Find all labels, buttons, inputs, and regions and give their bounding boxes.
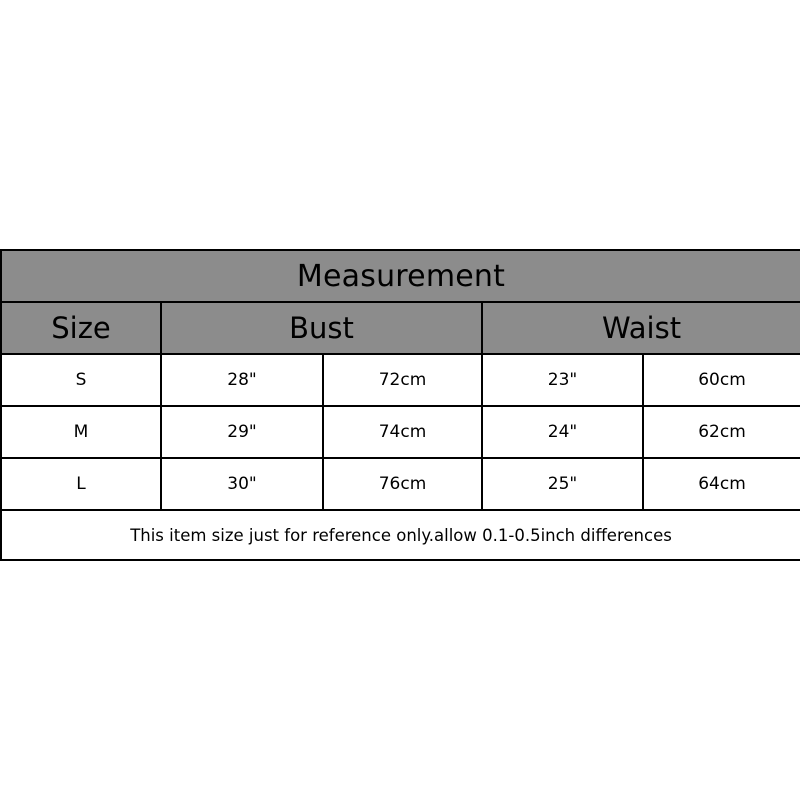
table-row (1, 458, 800, 510)
cell-waist-inches: 25" (482, 458, 643, 510)
cell-bust-cm: 74cm (323, 406, 482, 458)
measurement-table-container (0, 249, 800, 561)
cell-bust-inches: 30" (161, 458, 323, 510)
cell-waist-inches: 24" (482, 406, 643, 458)
column-header-waist: Waist (482, 302, 800, 354)
measurement-table (0, 249, 800, 561)
table-row (1, 406, 800, 458)
cell-bust-inches: 28" (161, 354, 323, 406)
cell-size: M (1, 406, 161, 458)
cell-bust-inches: 29" (161, 406, 323, 458)
table-title: Measurement (1, 250, 800, 302)
column-header-bust: Bust (161, 302, 482, 354)
column-header-size: Size (1, 302, 161, 354)
table-header-row (1, 302, 800, 354)
cell-size: S (1, 354, 161, 406)
table-note: This item size just for reference only.allow 0.1-0.5inch differences (1, 510, 800, 560)
table-title-row (1, 250, 800, 302)
table-row (1, 354, 800, 406)
cell-size: L (1, 458, 161, 510)
cell-bust-cm: 76cm (323, 458, 482, 510)
cell-waist-inches: 23" (482, 354, 643, 406)
cell-waist-cm: 60cm (643, 354, 800, 406)
cell-waist-cm: 62cm (643, 406, 800, 458)
table-note-row (1, 510, 800, 560)
cell-waist-cm: 64cm (643, 458, 800, 510)
cell-bust-cm: 72cm (323, 354, 482, 406)
